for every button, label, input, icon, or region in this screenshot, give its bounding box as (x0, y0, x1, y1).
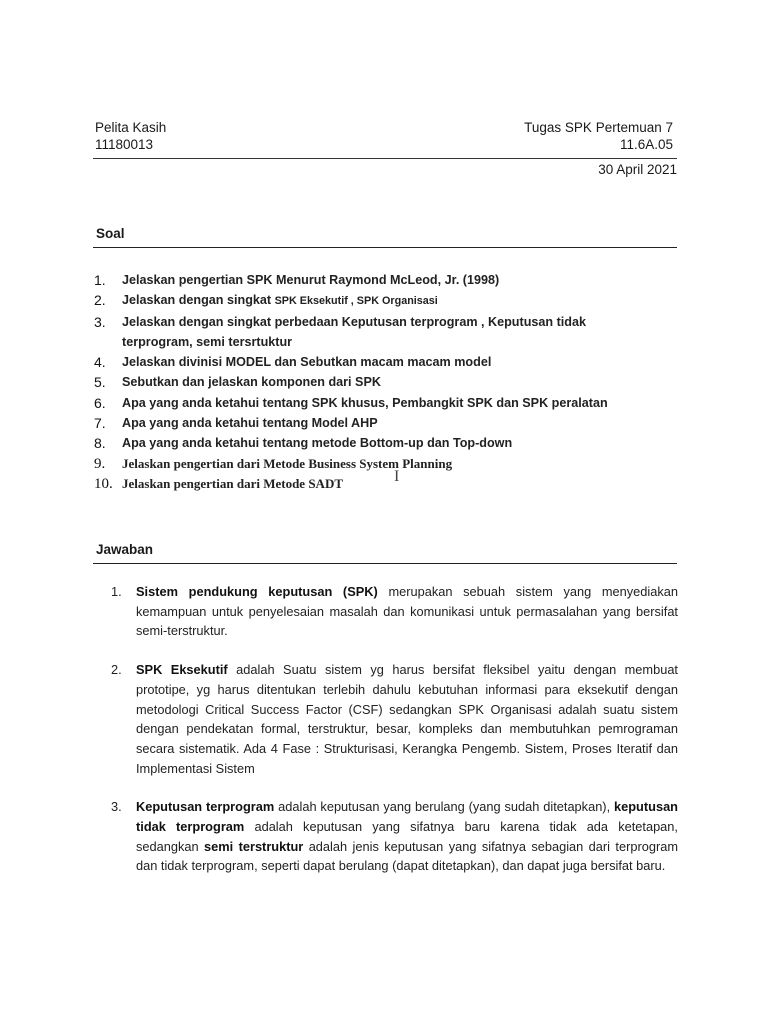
assignment-title: Tugas SPK Pertemuan 7 (524, 120, 673, 135)
question-item: 2. Jelaskan dengan singkat SPK Eksekutif , SPK Organisasi (94, 292, 438, 309)
jawaban-heading: Jawaban (96, 542, 154, 557)
question-item: 7. Apa yang anda ketahui tentang Model AHP (94, 415, 378, 432)
question-item: 9. Jelaskan pengertian dari Metode Business System Planning (94, 455, 453, 472)
question-item: 6. Apa yang anda ketahui tentang SPK khusus, Pembangkit SPK dan SPK peralatan (94, 394, 608, 411)
question-item: 5. Sebutkan dan jelaskan komponen dari SPK (94, 374, 381, 391)
answer-item: 1. Sistem pendukung keputusan (SPK) merupakan sebuah sistem yang menyediakan kemampuan untuk penyelesaian masalah dan komunikasi untuk permasalahan yang bersifat semi-terstruktur. (111, 584, 679, 639)
question-item: 8. Apa yang anda ketahui tentang metode Bottom-up dan Top-down (94, 435, 513, 452)
assignment-block (524, 119, 673, 153)
author-name: Pelita Kasih (95, 120, 167, 135)
answer-item: 3. Keputusan terprogram adalah keputusan yang berulang (yang sudah ditetapkan), keputusan tidak terprogram adalah keputusan yang sifatnya baru karena tidak ada ketetapan, sedangkan semi terstruktur adalah jenis keputusan yang sifatnya sebagian dari terprogram dan tidak terprogram, seperti dapat berulang (dapat ditetapkan), dan dapat juga bersifat baru. (111, 799, 678, 874)
answer-list (111, 582, 678, 895)
question-list (94, 270, 614, 494)
class-code: 11.6A.05 (619, 137, 673, 152)
question-item: 1. Jelaskan pengertian SPK Menurut Raymond McLeod, Jr. (1998) (94, 272, 500, 288)
student-id: 11180013 (95, 137, 154, 152)
answer-item: 2. SPK Eksekutif adalah Suatu sistem yg harus bersifat fleksibel yaitu dengan membuat prototipe, yg harus ditentukan terlebih dahulu kebutuhan informasi para eksekutif dengan metodologi Critical Success Factor (CSF) sedangkan SPK Organisasi adalah suatu sistem dengan pendekatan formal, terstruktur, besar, kompleks dan membutuhkan pemrograman secara sistematik. Ada 4 Fase : Strukturisasi, Kerangka Pengemb. Sistem, Proses Iteratif dan Implementasi Sistem (111, 662, 678, 776)
header-divider (93, 158, 677, 159)
soal-divider (93, 247, 677, 248)
text-cursor-icon: I (394, 468, 400, 485)
question-item: 10. Jelaskan pengertian dari Metode SADT (94, 475, 343, 492)
jawaban-divider (93, 563, 677, 564)
document-date: 30 April 2021 (598, 162, 677, 177)
author-block (95, 119, 166, 153)
question-item: 4. Jelaskan divinisi MODEL dan Sebutkan macam macam model (94, 354, 492, 371)
question-item: 3. Jelaskan dengan singkat perbedaan Keputusan terprogram , Keputusan tidak terprogram, semi tersrtuktur (94, 313, 586, 349)
soal-heading: Soal (96, 226, 125, 241)
